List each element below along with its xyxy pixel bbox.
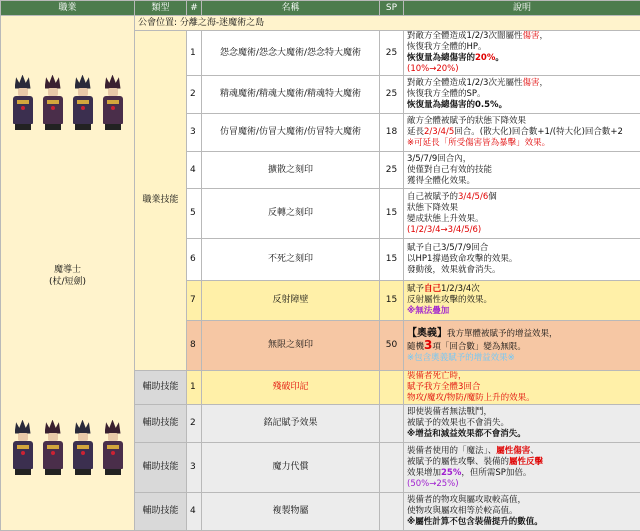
skill-sp: 15 bbox=[380, 281, 404, 321]
header-name: 名稱 bbox=[202, 1, 380, 16]
skill-desc: 賦予自己3/5/7/9回合 以HP1撐過致命攻擊的效果。 發動後，效果就會消失。 bbox=[404, 239, 640, 281]
skill-sp: 25 bbox=[380, 152, 404, 189]
guild-location: 公會位置: 分離之海-迷魔術之島 bbox=[135, 16, 640, 31]
job-cell bbox=[1, 16, 135, 531]
skill-num: 3 bbox=[187, 114, 202, 152]
character-sprite-icon bbox=[40, 420, 66, 476]
skill-name: 複製物屬 bbox=[202, 493, 380, 531]
character-sprite-icon bbox=[40, 75, 66, 131]
character-sprite-icon bbox=[10, 420, 36, 476]
skill-type-aux: 輔助技能 bbox=[135, 371, 187, 405]
skill-desc: 裝備者使用的「魔法」、屬性傷害、 被賦予的屬性攻擊、裝備的屬性反擊 效果增加25%，但所需SP加倍。 (50%→25%) bbox=[404, 443, 640, 493]
skill-num: 1 bbox=[187, 31, 202, 76]
skill-name: 反轉之刻印 bbox=[202, 189, 380, 239]
skill-type-job: 職業技能 bbox=[135, 31, 187, 371]
skill-type-aux: 輔助技能 bbox=[135, 405, 187, 443]
header-row bbox=[1, 1, 640, 16]
job-sprites-top bbox=[4, 75, 131, 131]
skill-desc: 裝備者死亡時， 賦予我方全體3回合 物攻/魔攻/物防/魔防上升的效果。 bbox=[404, 371, 640, 405]
skill-num: 2 bbox=[187, 405, 202, 443]
skill-desc: 對敵方全體造成1/2/3次光屬性傷害， 恢復我方全體的SP。 恢復量為總傷害的0.5%。 bbox=[404, 76, 640, 114]
header-desc: 說明 bbox=[404, 1, 640, 16]
skill-num: 4 bbox=[187, 152, 202, 189]
skill-desc: 賦予自己1/2/3/4次 反射屬性攻擊的效果。 ※無法疊加 bbox=[404, 281, 640, 321]
skill-num: 8 bbox=[187, 321, 202, 371]
skill-desc: 對敵方全體造成1/2/3次闇屬性傷害， 恢復我方全體的HP。 恢復量為總傷害的20%。 (10%→20%) bbox=[404, 31, 640, 76]
skill-name: 怨念魔術/怨念大魔術/怨念特大魔術 bbox=[202, 31, 380, 76]
skill-name: 精魂魔術/精魂大魔術/精魂特大魔術 bbox=[202, 76, 380, 114]
skill-desc: 即使裝備者無法戰鬥， 被賦予的效果也不會消失。 ※增益和減益效果都不會消失。 bbox=[404, 405, 640, 443]
skill-num: 3 bbox=[187, 443, 202, 493]
skill-sp bbox=[380, 405, 404, 443]
skill-name: 無限之刻印 bbox=[202, 321, 380, 371]
skill-type-aux: 輔助技能 bbox=[135, 443, 187, 493]
skill-name: 殘破印記 bbox=[202, 371, 380, 405]
skill-name: 銘記賦予效果 bbox=[202, 405, 380, 443]
job-name: 魔導士 bbox=[4, 264, 131, 276]
character-sprite-icon bbox=[100, 75, 126, 131]
header-sp: SP bbox=[380, 1, 404, 16]
skill-sp: 25 bbox=[380, 76, 404, 114]
skill-desc: 敵方全體被賦予的狀態下降效果 延長2/3/4/5回合。(散大化)回合數+1/(特大化)回合數+2 ※可延長「所受傷害皆為暴擊」效果。 bbox=[404, 114, 640, 152]
skill-sp: 15 bbox=[380, 239, 404, 281]
skill-num: 5 bbox=[187, 189, 202, 239]
skill-type-aux: 輔助技能 bbox=[135, 493, 187, 531]
skill-num: 7 bbox=[187, 281, 202, 321]
skill-name: 擴散之刻印 bbox=[202, 152, 380, 189]
character-sprite-icon bbox=[70, 420, 96, 476]
skill-desc: 自己被賦予的3/4/5/6個 狀態下降效果 變成狀態上升效果。 (1/2/3/4→3/4/5/6) bbox=[404, 189, 640, 239]
skill-num: 4 bbox=[187, 493, 202, 531]
skill-desc: 【奧義】我方單體被賦予的增益效果， 隨機3項「回合數」變為無限。 ※包含奧義賦予的增益效果※ bbox=[404, 321, 640, 371]
job-sprites-bottom bbox=[4, 420, 131, 476]
job-weapon: (杖/短劍) bbox=[4, 276, 131, 288]
skill-sp bbox=[380, 371, 404, 405]
character-sprite-icon bbox=[70, 75, 96, 131]
skill-sp: 15 bbox=[380, 189, 404, 239]
skill-num: 1 bbox=[187, 371, 202, 405]
skill-num: 2 bbox=[187, 76, 202, 114]
skill-name: 魔力代償 bbox=[202, 443, 380, 493]
skill-sp: 50 bbox=[380, 321, 404, 371]
character-sprite-icon bbox=[10, 75, 36, 131]
skill-name: 仿冒魔術/仿冒大魔術/仿冒特大魔術 bbox=[202, 114, 380, 152]
header-job: 職業 bbox=[1, 1, 135, 16]
character-sprite-icon bbox=[100, 420, 126, 476]
skill-sp bbox=[380, 443, 404, 493]
skill-name: 不死之刻印 bbox=[202, 239, 380, 281]
skill-num: 6 bbox=[187, 239, 202, 281]
skill-sp bbox=[380, 493, 404, 531]
skill-sp: 25 bbox=[380, 31, 404, 76]
location-row bbox=[1, 16, 640, 31]
skill-name: 反射障壁 bbox=[202, 281, 380, 321]
skill-desc: 3/5/7/9回合內， 使僅對自己有效的技能 獲得全體化效果。 bbox=[404, 152, 640, 189]
header-type: 類型 bbox=[135, 1, 187, 16]
skill-sp: 18 bbox=[380, 114, 404, 152]
skill-desc: 裝備者的物攻與屬攻取較高值， 使物攻與屬攻相等於較高值。 ※屬性計算不包含裝備提升的數值。 bbox=[404, 493, 640, 531]
header-num: # bbox=[187, 1, 202, 16]
